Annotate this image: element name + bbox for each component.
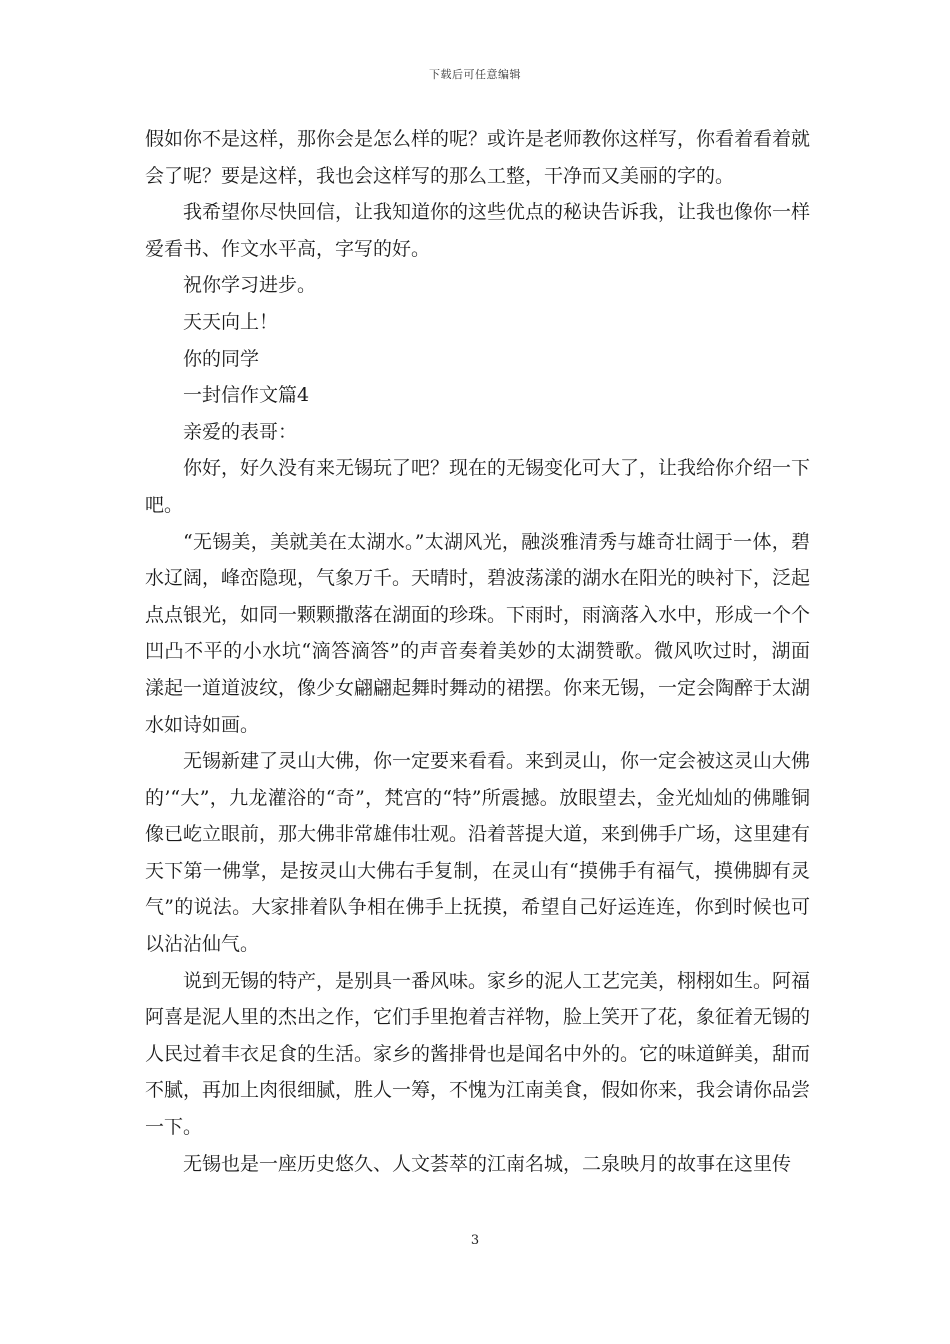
page-header: 下载后可任意编辑 [429,68,521,81]
page-number: 3 [470,1233,480,1248]
paragraph: 说到无锡的特产，是别具一番风味。家乡的泥人工艺完美，栩栩如生。阿福阿喜是泥人里的杰出之作，它们手里抱着吉祥物，脸上笑开了花，象征着无锡的人民过着丰衣足食的生活。家乡的酱排骨也是闻名中外的。它的味道鲜美，甜而不腻，再加上肉很细腻，胜人一筹，不愧为江南美食，假如你来，我会请你品尝一下。 [145,969,811,1139]
paragraph: 假如你不是这样，那你会是怎么样的呢？或许是老师教你这样写，你看着看着就会了呢？要是这样，我也会这样写的那么工整，干净而又美丽的字的。 [145,128,811,187]
signature-line: 你的同学 [183,347,260,370]
paragraph: 无锡新建了灵山大佛，你一定要来看看。来到灵山，你一定会被这灵山大佛的’“大”，九龙灌浴的“奇”，梵宫的“特”所震撼。放眼望去，金光灿灿的佛雕铜像已屹立眼前，那大佛非常雄伟壮观。沿着菩提大道，来到佛手广场，这里建有天下第一佛掌，是按灵山大佛右手复制，在灵山有“摸佛手有福气，摸佛脚有灵气”的说法。大家排着队争相在佛手上抚摸，希望自己好运连连，你到时候也可以沾沾仙气。 [145,750,811,956]
section-title: 一封信作文篇4 [183,384,310,407]
paragraph: 天天向上！ [183,310,279,333]
document-body [145,121,810,1182]
paragraph: “无锡美，美就美在太湖水。”太湖风光，融淡雅清秀与雄奇壮阔于一体，碧水辽阔，峰峦隐现，气象万千。天晴时，碧波荡漾的湖水在阳光的映衬下，泛起点点银光，如同一颗颗撒落在湖面的珍珠。下雨时，雨滴落入水中，形成一个个凹凸不平的小水坑“滴答滴答”的声音奏着美妙的太湖赞歌。微风吹过时，湖面漾起一道道波纹，像少女翩翩起舞时舞动的裙摆。你来无锡，一定会陶醉于太湖水如诗如画。 [145,530,811,736]
paragraph: 祝你学习进步。 [183,274,317,297]
paragraph: 无锡也是一座历史悠久、人文荟萃的江南名城，二泉映月的故事在这里传 [183,1152,792,1175]
paragraph: 你好，好久没有来无锡玩了吧？现在的无锡变化可大了，让我给你介绍一下吧。 [145,457,811,516]
salutation: 亲爱的表哥： [183,420,298,443]
paragraph: 我希望你尽快回信，让我知道你的这些优点的秘诀告诉我，让我也像你一样爱看书、作文水平高，字写的好。 [145,201,811,260]
